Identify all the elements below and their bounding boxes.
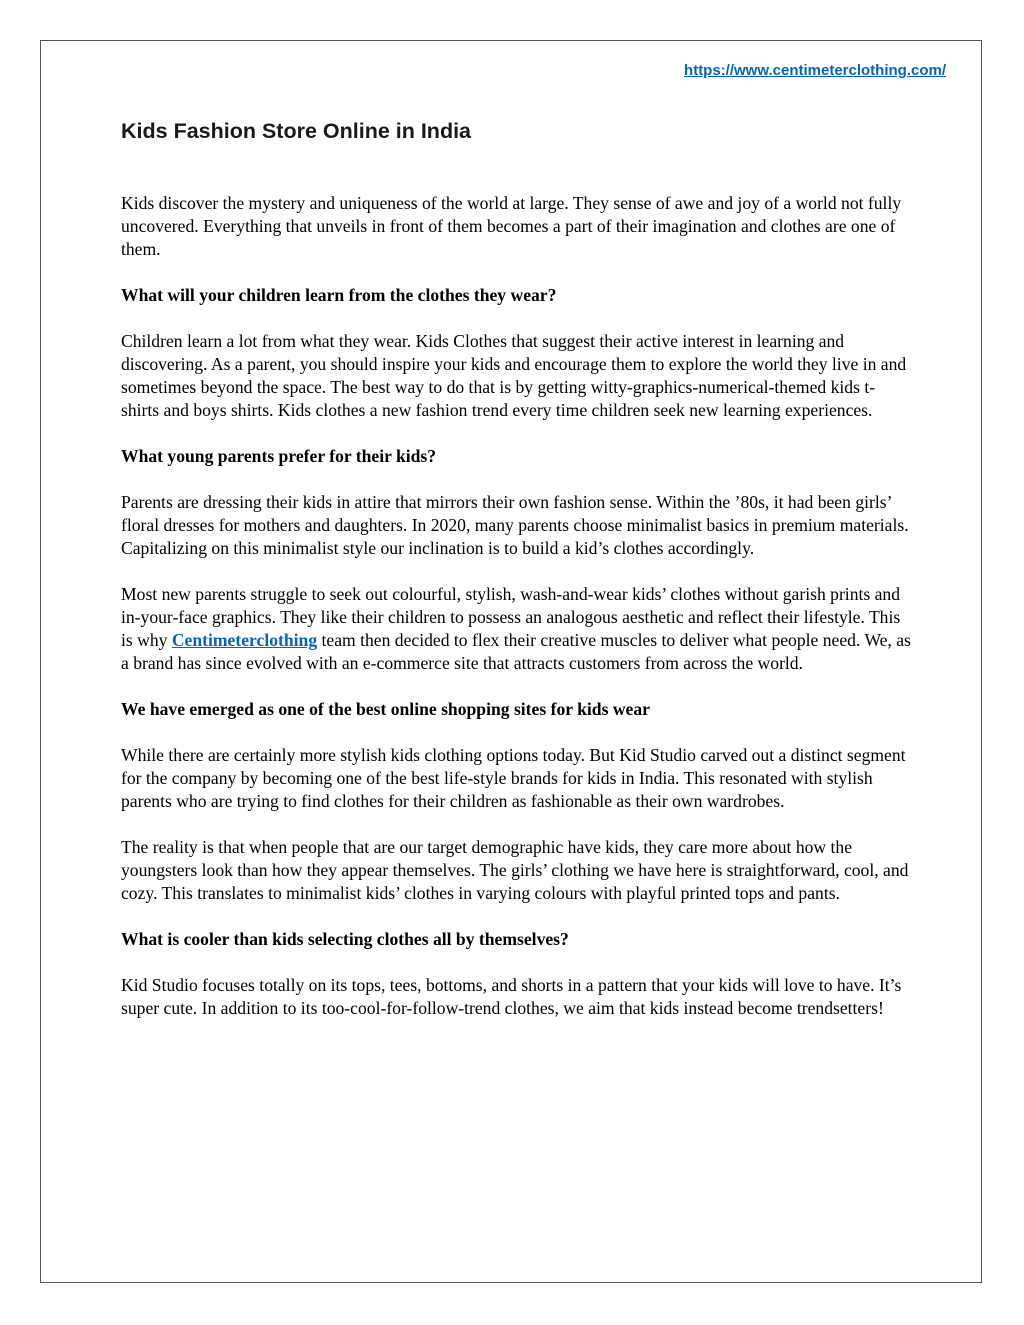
- intro-paragraph: Kids discover the mystery and uniqueness of the world at large. They sense of awe and joy of a world not fully uncovered. Everything that unveils in front of them becomes a part of their imagination and clothes are one of them.: [121, 192, 902, 259]
- section-heading-parents: What young parents prefer for their kids?: [121, 445, 437, 466]
- brand-paragraph-text-end: team then decided to flex their creative muscles to deliver what people need. We, as a brand has since evolved with an e-commerce site that attracts customers from across the world.: [121, 629, 911, 673]
- section-heading-learn: What will your children learn from the clothes they wear?: [121, 284, 557, 305]
- section-heading-cooler: What is cooler than kids selecting clothes all by themselves?: [121, 928, 569, 949]
- options-paragraph: While there are certainly more stylish kids clothing options today. But Kid Studio carved out a distinct segment for the company by becoming one of the best life-style brands for kids in India. This resonated with stylish parents who are trying to find clothes for their children as fashionable as their own wardrobes.: [121, 744, 906, 811]
- site-url-link[interactable]: https://www.centimeterclothing.com/: [684, 62, 946, 79]
- centimeterclothing-link[interactable]: Centimeterclothing: [171, 629, 318, 650]
- document-title: Kids Fashion Store Online in India: [121, 119, 472, 143]
- document-body: [121, 118, 911, 1043]
- brand-paragraph: [121, 583, 911, 675]
- parents-paragraph: Parents are dressing their kids in attire that mirrors their own fashion sense. Within the ’80s, it had been girls’ floral dresses for mothers and daughters. In 2020, many parents choose minimalist basics in premium materials. Capitalizing on this minimalist style our inclination is to build a kid’s clothes accordingly.: [121, 491, 909, 558]
- demographic-paragraph: The reality is that when people that are our target demographic have kids, they care more about how the youngsters look than how they appear themselves. The girls’ clothing we have here is straightforward, cool, and cozy. This translates to minimalist kids’ clothes in varying colours with playful printed tops and pants.: [121, 836, 909, 903]
- brand-paragraph-text-start: Most new parents struggle to seek out colourful, stylish, wash-and-wear kids’ clothes without garish prints and in-your-face graphics. They like their children to possess an analogous aesthetic and reflect their lifestyle. This is why: [121, 583, 901, 650]
- studio-paragraph: Kid Studio focuses totally on its tops, tees, bottoms, and shorts in a pattern that your kids will love to have. It’s super cute. In addition to its too-cool-for-follow-trend clothes, we aim that kids instead become trendsetters!: [121, 974, 902, 1018]
- section-heading-best-sites: We have emerged as one of the best online shopping sites for kids wear: [121, 698, 650, 719]
- learn-paragraph: Children learn a lot from what they wear. Kids Clothes that suggest their active interest in learning and discovering. As a parent, you should inspire your kids and encourage them to explore the world they live in and sometimes beyond the space. The best way to do that is by getting witty-graphics-numerical-themed kids t-shirts and boys shirts. Kids clothes a new fashion trend every time children seek new learning experiences.: [121, 330, 907, 420]
